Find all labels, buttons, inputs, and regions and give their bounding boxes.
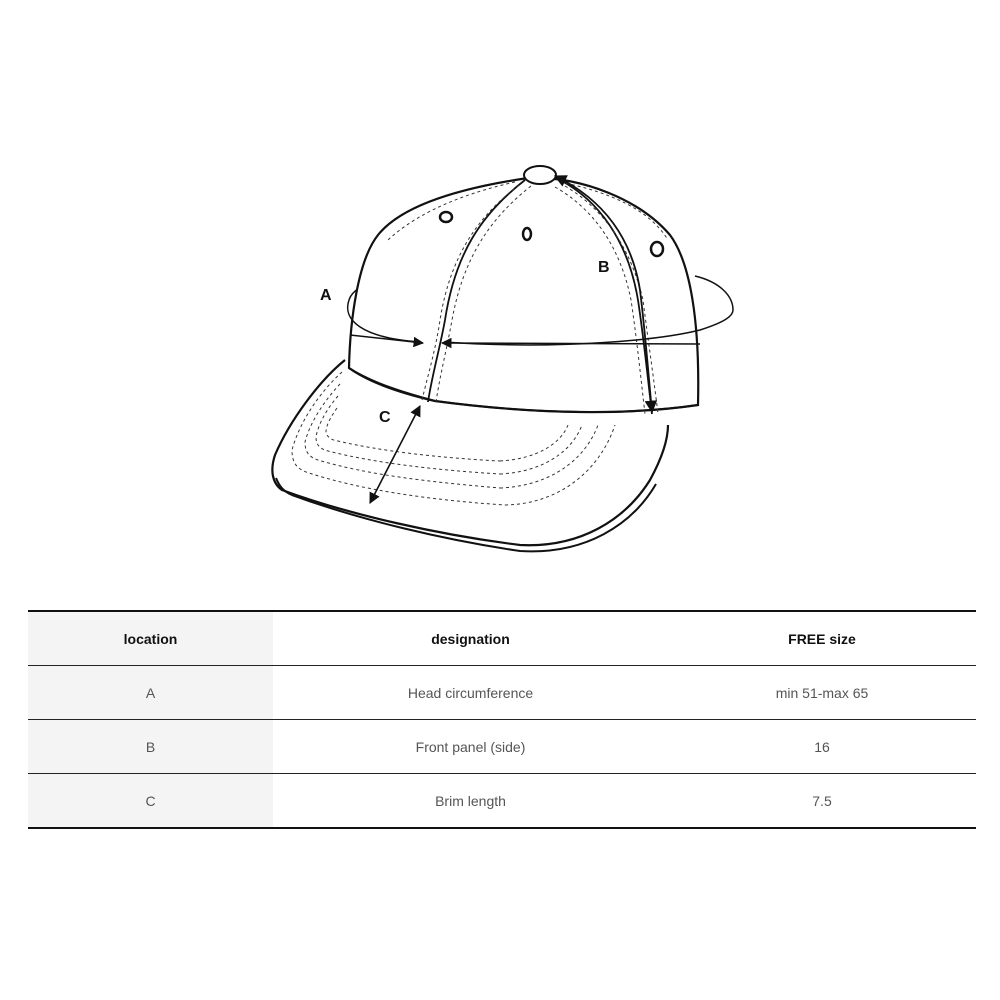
row-designation: Brim length <box>273 774 668 829</box>
header-size: FREE size <box>668 611 976 666</box>
row-location: C <box>28 774 273 829</box>
table-row <box>28 666 976 720</box>
row-location: A <box>28 666 273 720</box>
row-location: B <box>28 720 273 774</box>
row-value: 16 <box>668 720 976 774</box>
label-b: B <box>598 259 610 276</box>
cap-crown <box>349 178 698 412</box>
row-value: min 51-max 65 <box>668 666 976 720</box>
table-header-row <box>28 611 976 666</box>
label-c: C <box>379 409 391 426</box>
arrow-a-right <box>442 343 700 344</box>
size-table <box>28 610 976 829</box>
table-row <box>28 774 976 829</box>
table-row <box>28 720 976 774</box>
label-a: A <box>320 287 332 304</box>
header-location: location <box>28 611 273 666</box>
row-designation: Head circumference <box>273 666 668 720</box>
header-designation: designation <box>273 611 668 666</box>
top-button <box>524 166 556 184</box>
row-designation: Front panel (side) <box>273 720 668 774</box>
row-value: 7.5 <box>668 774 976 829</box>
